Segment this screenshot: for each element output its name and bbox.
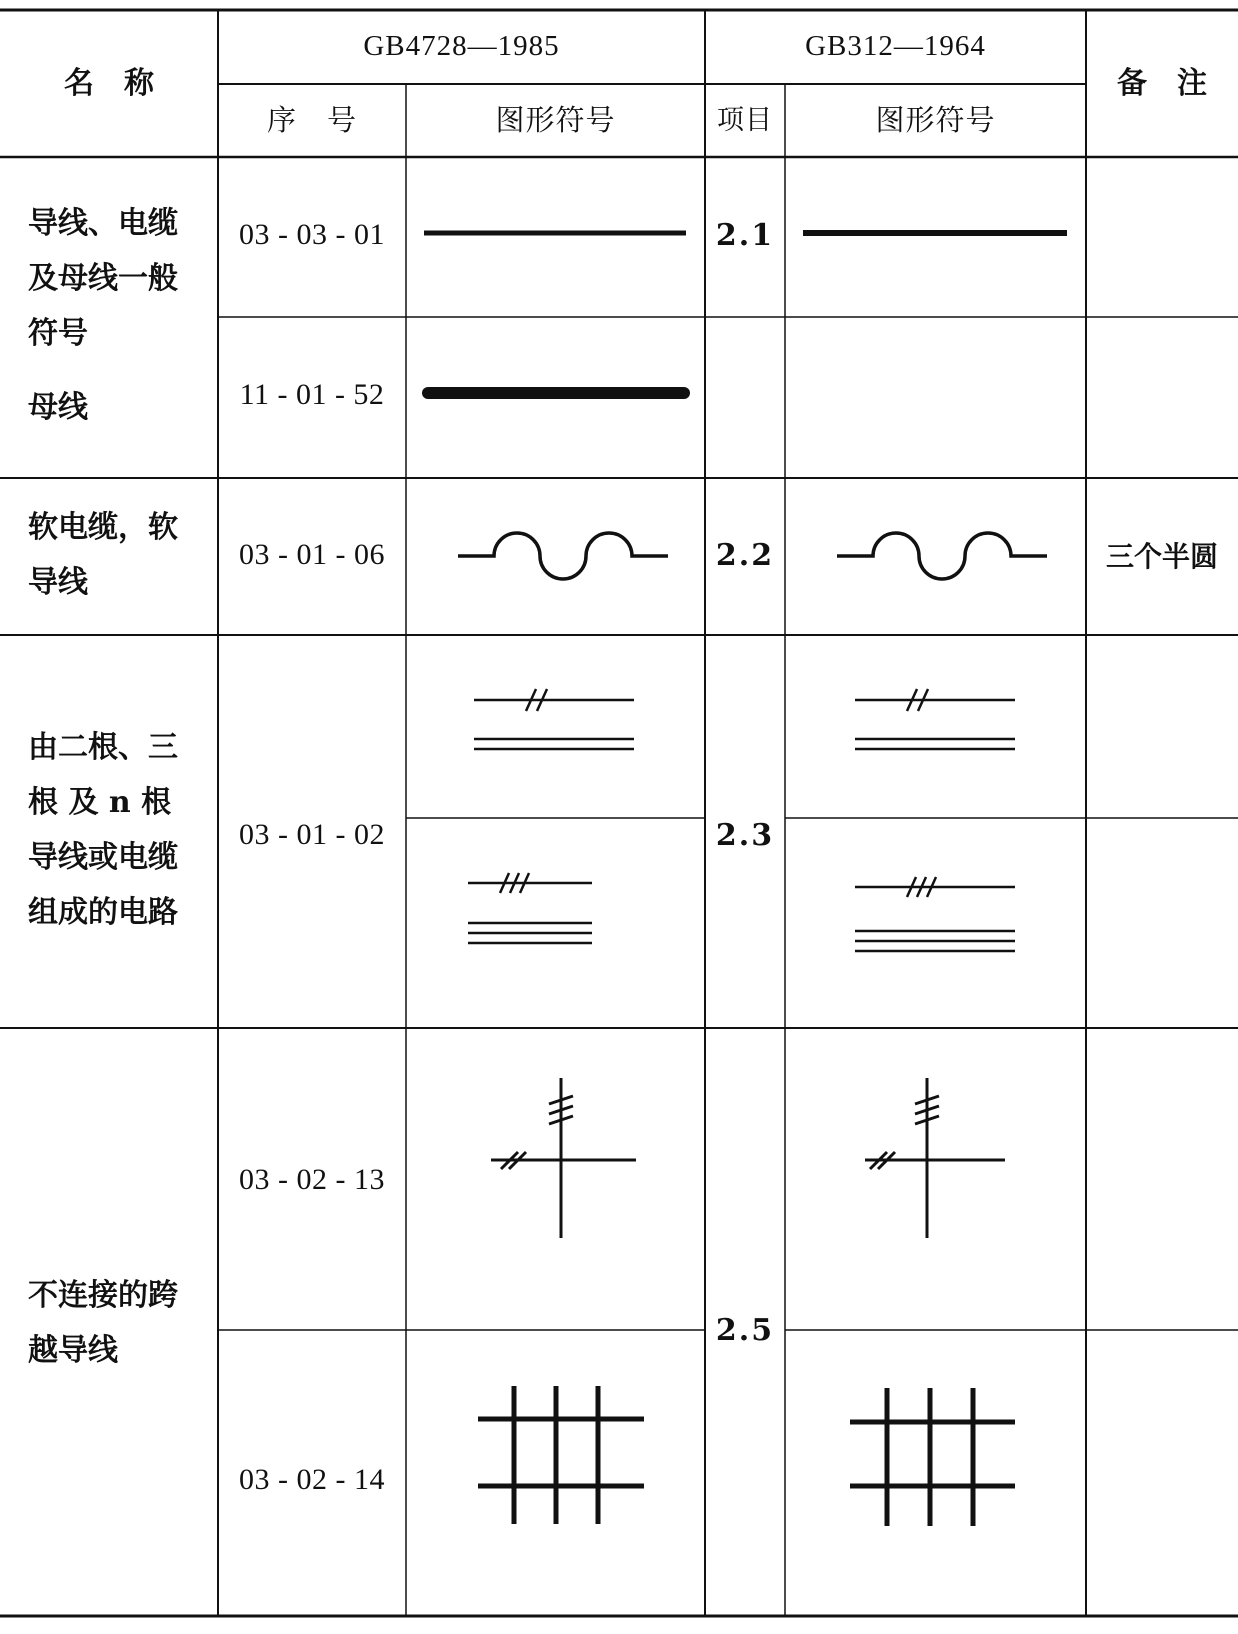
header-symbol-new: 图形符号 [495,102,616,137]
two-conductor-symbol-new [406,670,705,770]
row-4-item: 2.3 [715,817,775,853]
row-3-note: 三个半圆 [1105,540,1218,573]
row-1-code: 03 - 03 - 01 [239,218,385,251]
header-serial: 序 号 [266,102,357,137]
crossing-symbol-old [785,1070,1086,1250]
row-2-code: 11 - 01 - 52 [239,378,385,411]
row-3-item: 2.2 [715,537,775,573]
row-1-item: 2.1 [715,217,775,253]
header-name: 名 称 [64,66,154,101]
flexible-cable-symbol-old [785,510,1086,600]
row-1-name: 导线、电缆 及母线一般 符号 [28,206,178,351]
row-5b-code: 03 - 02 - 14 [239,1463,385,1496]
crossing-grid-symbol-new [406,1380,705,1550]
conductor-symbol-old [785,200,1086,270]
row-4-name: 由二根、三 根 及 n 根 导线或电缆 组成的电路 [28,730,178,930]
crossing-grid-symbol-old [785,1380,1086,1550]
row-2-name: 母线 [28,390,88,425]
three-conductor-symbol-old [785,855,1086,975]
three-conductor-symbol-new [406,855,705,975]
header-remark: 备 注 [1117,66,1207,101]
conductor-symbol-new [406,200,705,270]
row-3-code: 03 - 01 - 06 [239,538,385,571]
busbar-symbol-new [406,360,705,430]
header-std-old: GB312—1964 [805,30,986,63]
two-conductor-symbol-old [785,670,1086,770]
row-5-item: 2.5 [715,1312,775,1348]
row-5-name: 不连接的跨 越导线 [28,1278,178,1368]
row-5a-code: 03 - 02 - 13 [239,1163,385,1196]
row-4-code: 03 - 01 - 02 [239,818,385,851]
header-std-new: GB4728—1985 [363,30,560,63]
row-3-name: 软电缆，软 导线 [28,510,178,600]
crossing-symbol-new [406,1070,705,1250]
header-item: 项目 [717,104,773,136]
flexible-cable-symbol-new [406,510,705,600]
header-symbol-old: 图形符号 [875,102,996,137]
